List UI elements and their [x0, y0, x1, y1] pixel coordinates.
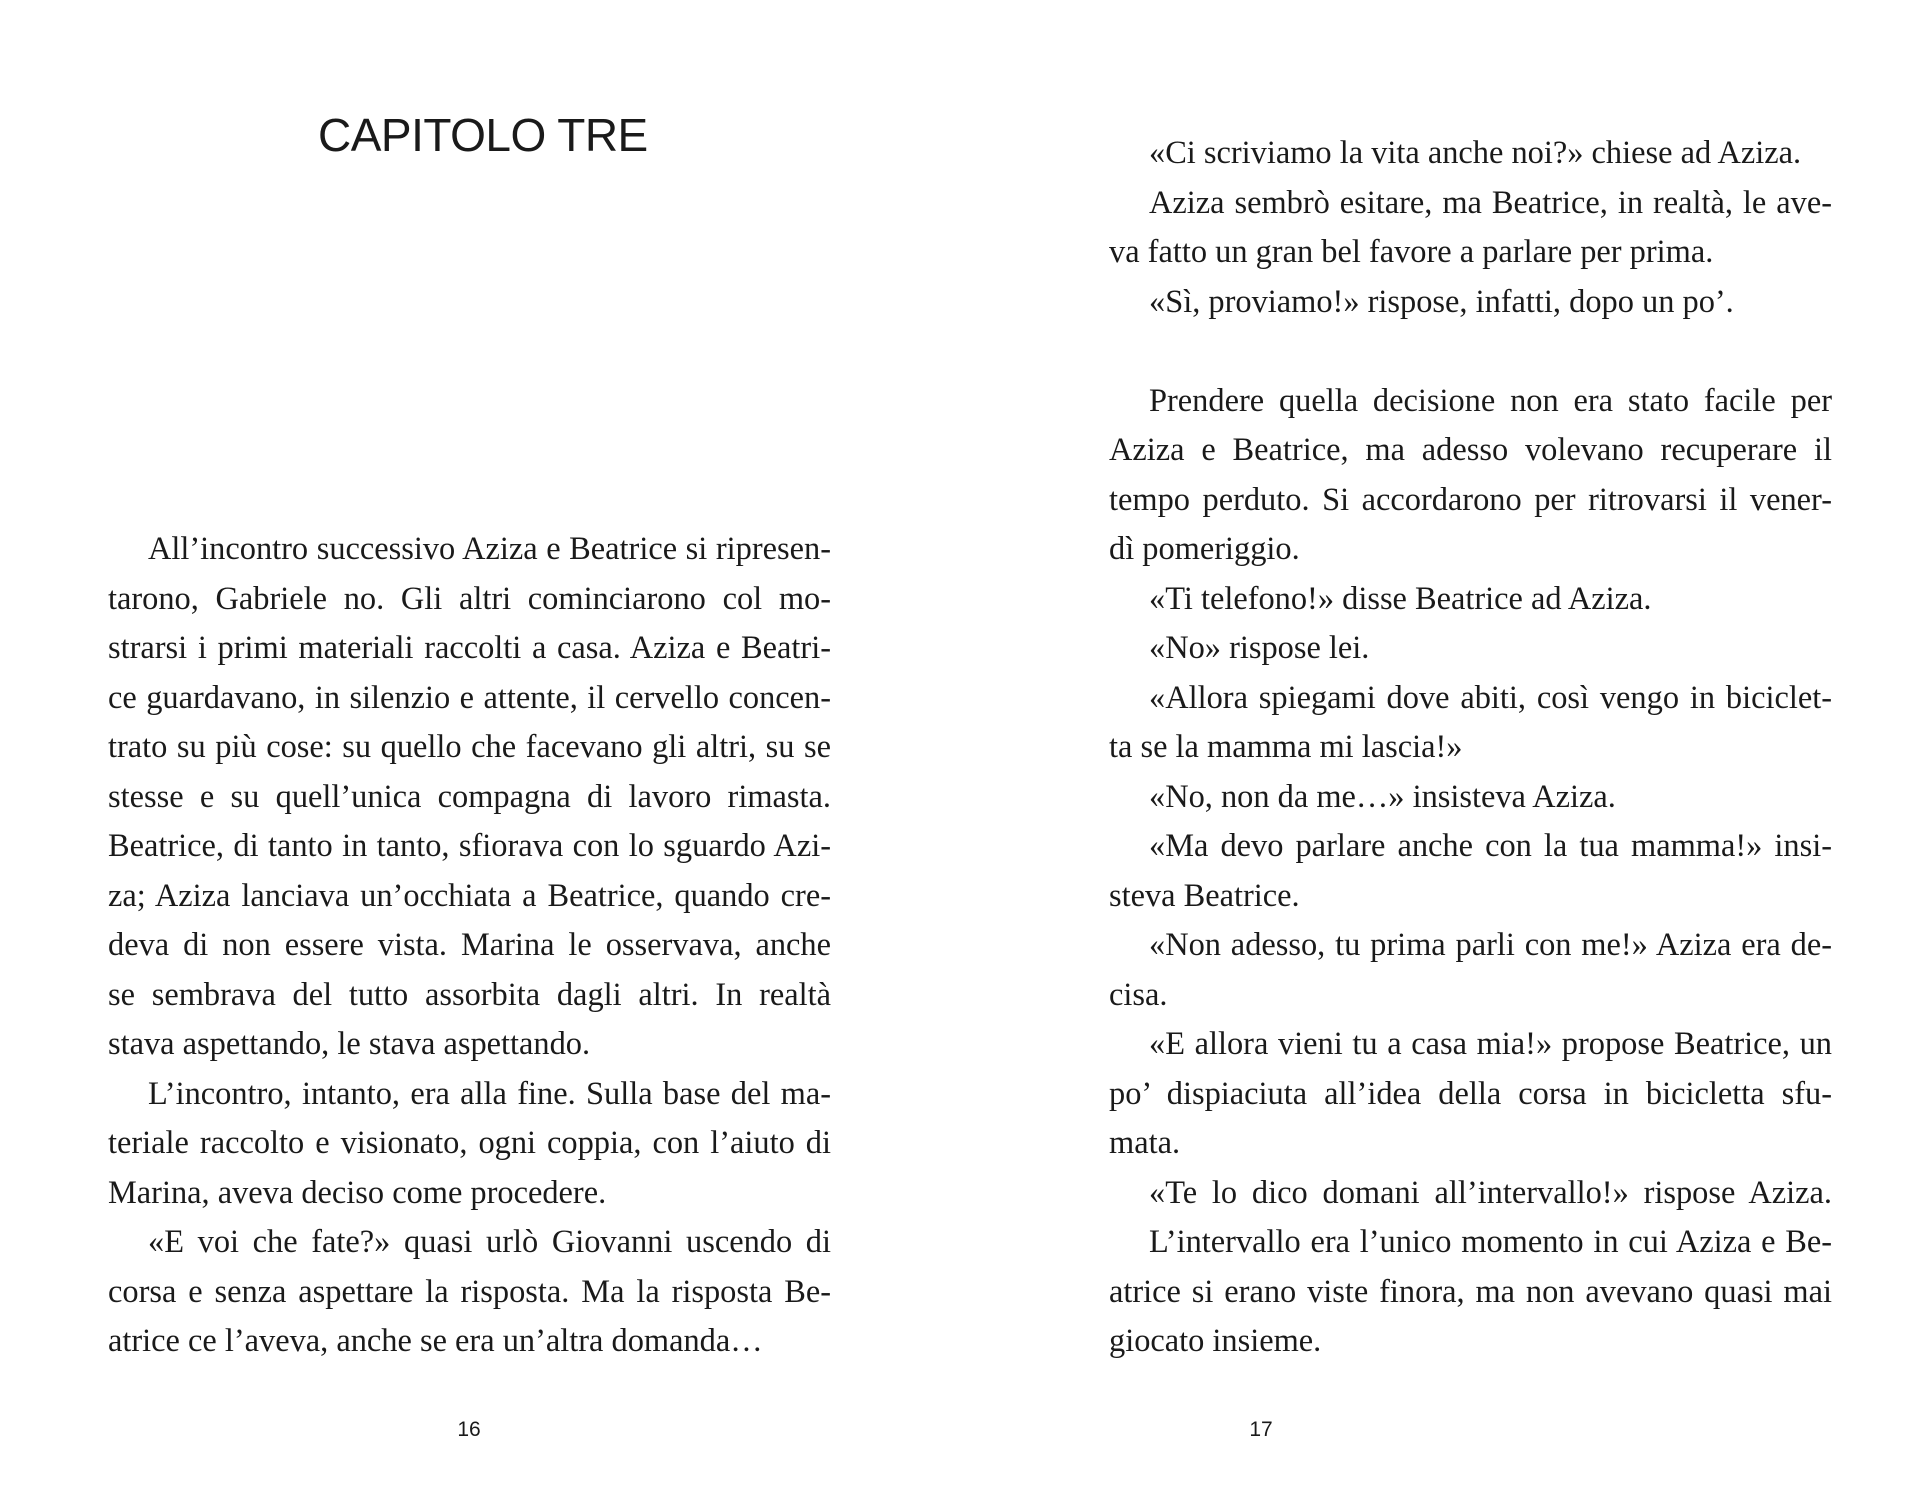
text-line: «No» rispose lei. [1149, 630, 1370, 666]
text-line: stava aspettando, le stava aspettando. [108, 1026, 591, 1062]
text-line: Beatrice, di tanto in tanto, sfiorava con lo sguardo Azi- [108, 828, 831, 864]
text-line: «E allora vieni tu a casa mia!» propose Beatrice, un [1149, 1026, 1832, 1062]
text-line: se sembrava del tutto assorbita dagli altri. In realtà [108, 976, 831, 1013]
text-line: teriale raccolto e visionato, ogni coppia, con l’aiuto di [108, 1125, 831, 1161]
text-line: atrice ce l’aveva, anche se era un’altra domanda… [108, 1323, 763, 1359]
text-line: corsa e senza aspettare la risposta. Ma la risposta Be- [108, 1273, 831, 1310]
right-page [962, 0, 1924, 1500]
text-line: «E voi che fate?» quasi urlò Giovanni uscendo di [148, 1224, 831, 1260]
text-line: za; Aziza lanciava un’occhiata a Beatrice, quando cre- [108, 877, 831, 914]
section-break [1109, 327, 1832, 377]
text-line: «Ma devo parlare anche con la tua mamma!» insi- [1149, 828, 1832, 864]
chapter-title: CAPITOLO TRE [318, 109, 648, 161]
text-line: L’incontro, intanto, era alla fine. Sulla base del ma- [148, 1075, 831, 1112]
text-line: Marina, aveva deciso come procedere. [108, 1174, 607, 1211]
text-line: dì pomeriggio. [1109, 531, 1300, 567]
page-number: 17 [1249, 1418, 1273, 1441]
text-line: giocato insieme. [1109, 1323, 1322, 1359]
right-page-body [1109, 129, 1832, 1367]
text-line: «Sì, proviamo!» rispose, infatti, dopo un po’. [1149, 283, 1734, 320]
text-line: mata. [1109, 1125, 1181, 1161]
text-line: «Te lo dico domani all’intervallo!» rispose Aziza. [1149, 1174, 1832, 1211]
text-line: strarsi i primi materiali raccolti a casa. Aziza e Beatri- [108, 630, 831, 666]
text-line: va fatto un gran bel favore a parlare per prima. [1109, 234, 1714, 270]
text-line: «No, non da me…» insisteva Aziza. [1149, 778, 1616, 815]
text-line: All’incontro successivo Aziza e Beatrice si ripresen- [148, 531, 831, 567]
text-line: tarono, Gabriele no. Gli altri cominciarono col mo- [108, 580, 831, 617]
text-line: L’intervallo era l’unico momento in cui Aziza e Be- [1149, 1224, 1832, 1260]
text-line: «Allora spiegami dove abiti, così vengo in biciclet- [1149, 679, 1832, 716]
text-line: ce guardavano, in silenzio e attente, il cervello concen- [108, 679, 831, 716]
text-line: stesse e su quell’unica compagna di lavoro rimasta. [108, 778, 831, 815]
text-line: Prendere quella decisione non era stato facile per [1149, 382, 1832, 419]
text-line: Aziza e Beatrice, ma adesso volevano recuperare il [1109, 432, 1832, 468]
text-line: tempo perduto. Si accordarono per ritrovarsi il vener- [1109, 481, 1832, 518]
left-page-body [108, 525, 831, 1367]
text-line: Aziza sembrò esitare, ma Beatrice, in realtà, le ave- [1149, 184, 1832, 221]
text-line: «Ci scriviamo la vita anche noi?» chiese ad Aziza. [1149, 135, 1802, 171]
text-line: cisa. [1109, 976, 1168, 1013]
text-line: po’ dispiaciuta all’idea della corsa in bicicletta sfu- [1109, 1075, 1832, 1112]
text-line: steva Beatrice. [1109, 877, 1300, 914]
page-number: 16 [457, 1418, 481, 1441]
text-line: ta se la mamma mi lascia!» [1109, 729, 1463, 765]
text-line: atrice si erano viste finora, ma non avevano quasi mai [1109, 1273, 1832, 1310]
text-line: «Non adesso, tu prima parli con me!» Aziza era de- [1149, 927, 1832, 963]
text-line: trato su più cose: su quello che facevano gli altri, su se [108, 729, 831, 765]
text-line: deva di non essere vista. Marina le osservava, anche [108, 927, 831, 963]
text-line: «Ti telefono!» disse Beatrice ad Aziza. [1149, 580, 1652, 617]
